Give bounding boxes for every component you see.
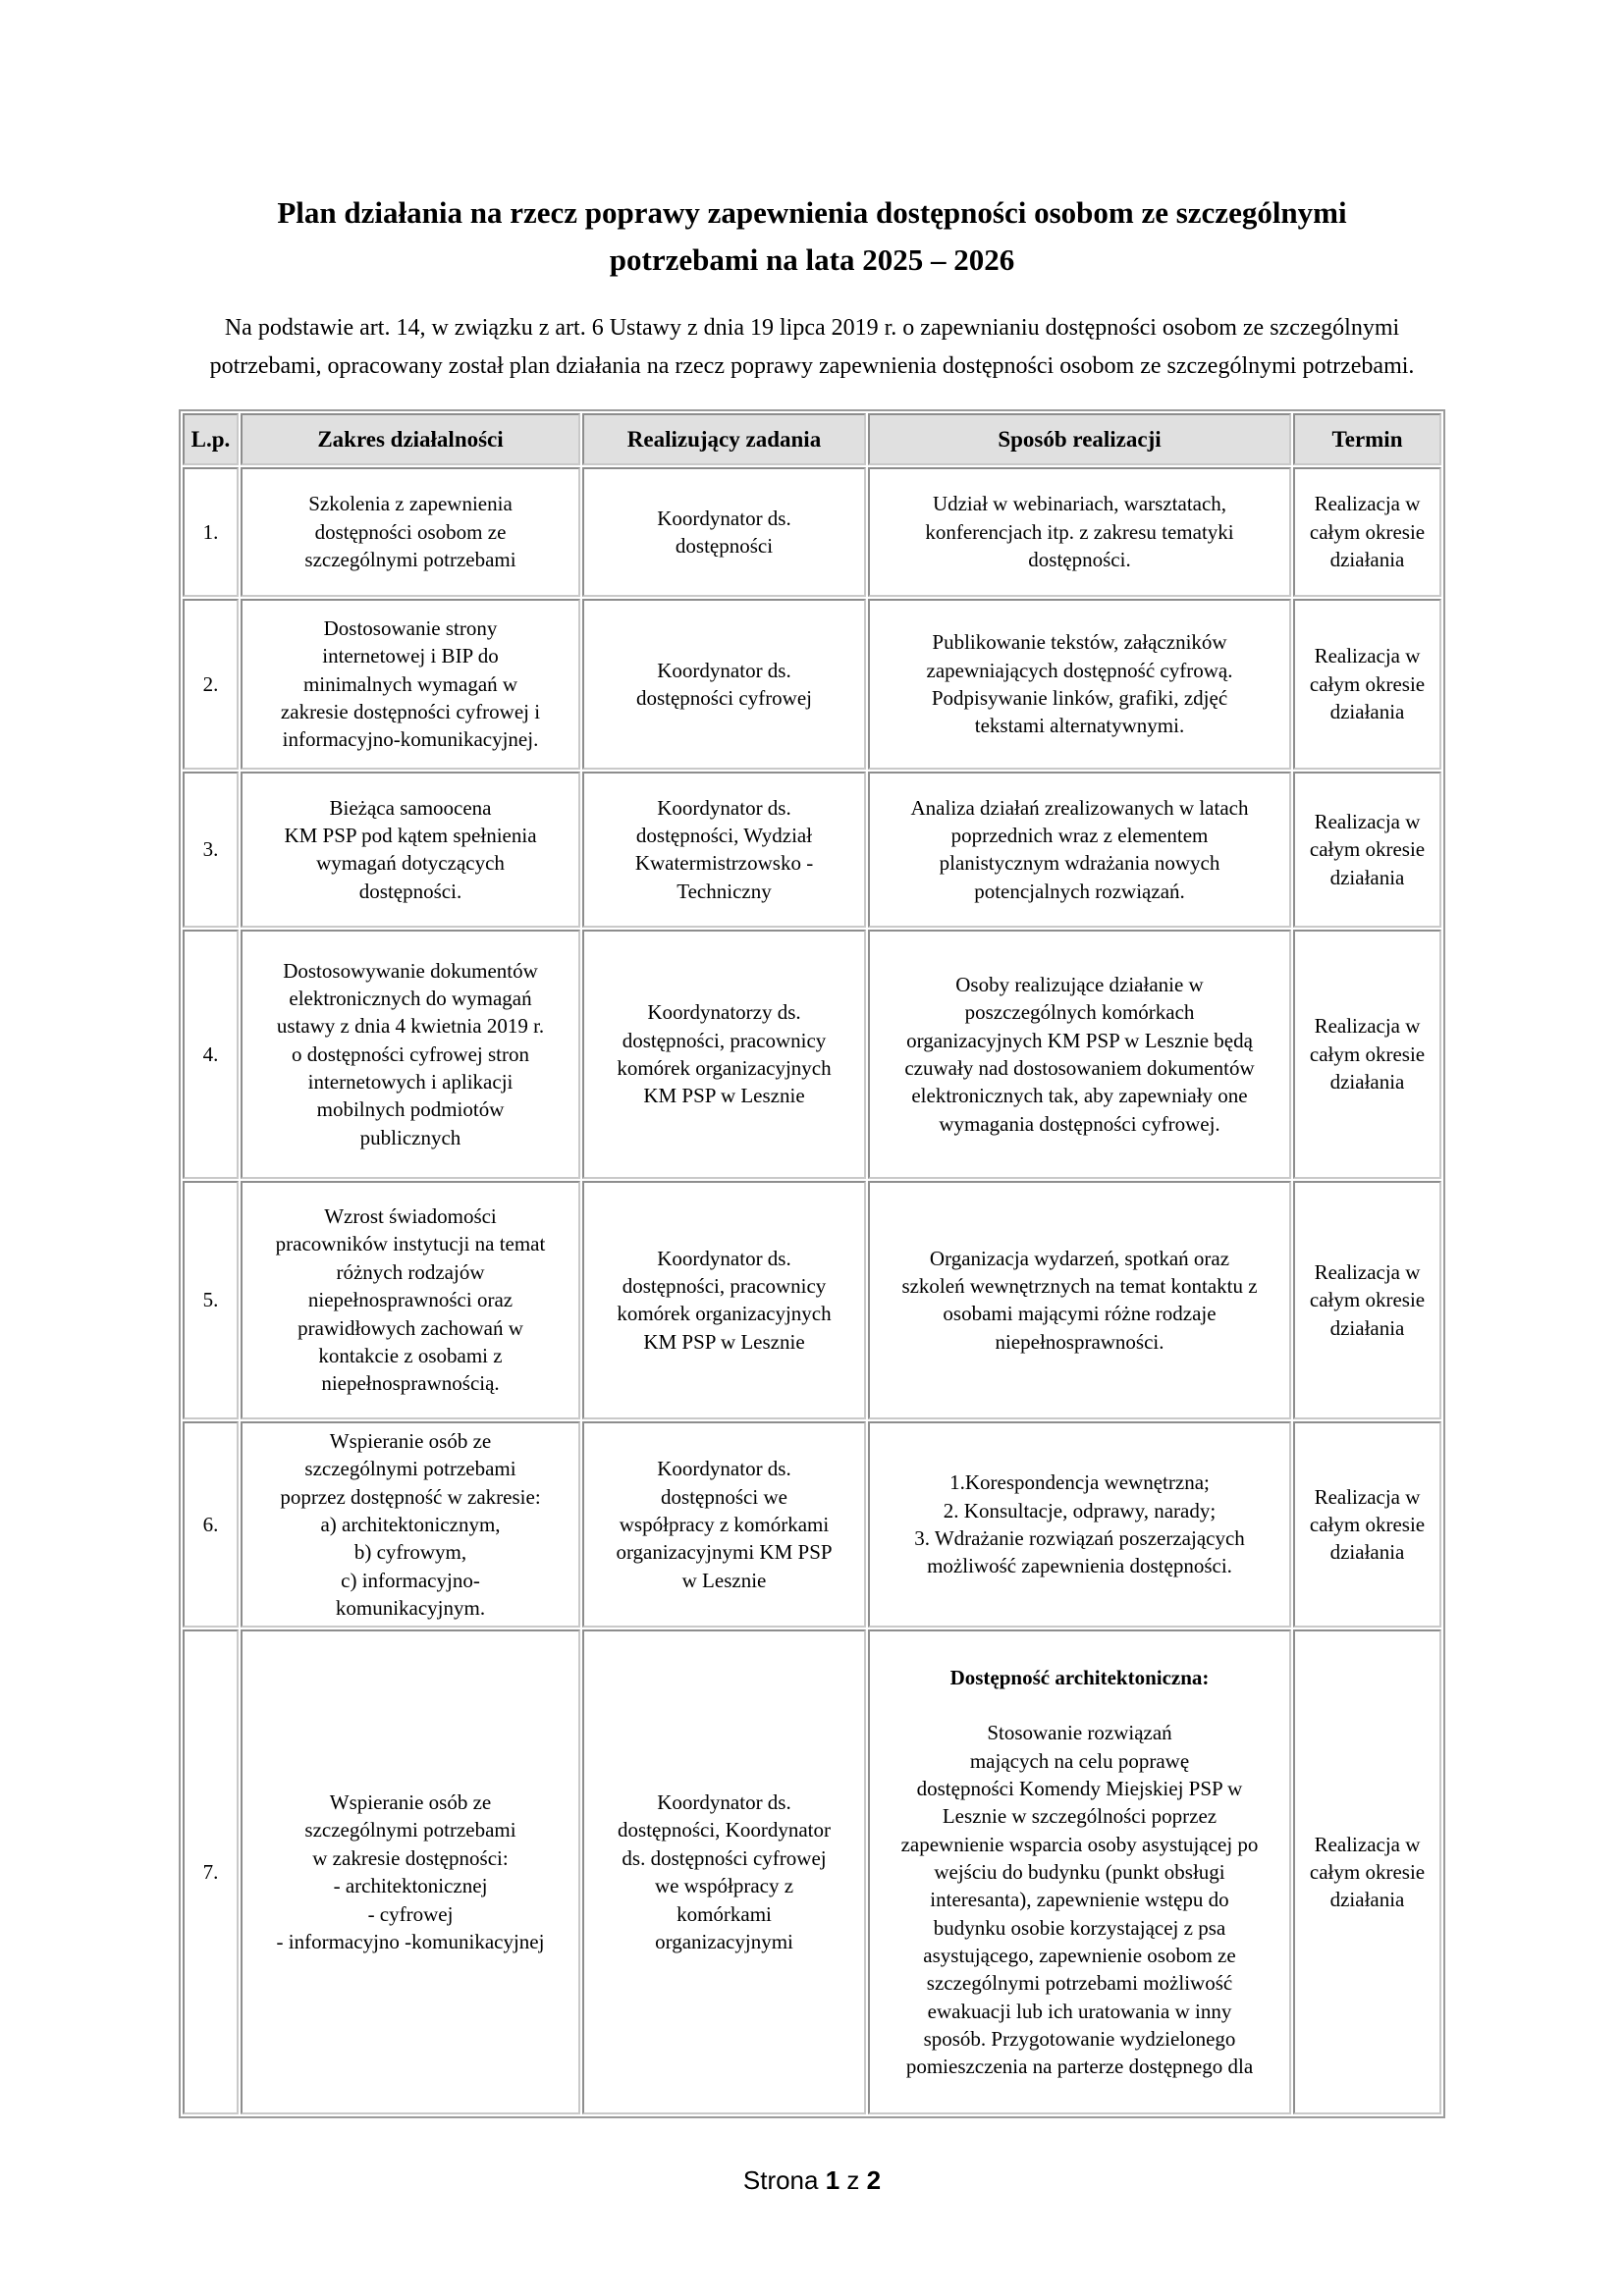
table-row [183, 930, 1441, 1179]
table-row [183, 599, 1441, 770]
cell-realizujacy: Koordynator ds. dostępności, Wydział Kwatermistrzowsko - Techniczny [582, 772, 866, 928]
cell-sposob: Osoby realizujące działanie w poszczególnych komórkach organizacyjnych KM PSP w Lesznie będą czuwały nad dostosowaniem dokumentów elektronicznych tak, aby zapewniały one wymagania dostępności cyfrowej. [868, 930, 1291, 1179]
footer-separator: z [846, 2165, 860, 2196]
table-row [183, 772, 1441, 928]
cell-zakres: Dostosowanie strony internetowej i BIP do minimalnych wymagań w zakresie dostępności cyfrowej i informacyjno-komunikacyjnej. [241, 599, 580, 770]
cell-termin: Realizacja w całym okresie działania [1293, 1629, 1441, 2114]
page-footer [0, 2165, 1624, 2196]
table-row [183, 467, 1441, 597]
footer-label: Strona [742, 2165, 819, 2196]
table-row [183, 1181, 1441, 1419]
cell-realizujacy: Koordynator ds. dostępności, pracownicy komórek organizacyjnych KM PSP w Lesznie [582, 1181, 866, 1419]
column-header-realizujacy: Realizujący zadania [582, 413, 866, 465]
cell-termin: Realizacja w całym okresie działania [1293, 930, 1441, 1179]
cell-zakres: Wspieranie osób ze szczególnymi potrzebami w zakresie dostępności: - architektonicznej - cyfrowej - informacyjno -komunikacyjnej [241, 1629, 580, 2114]
column-header-sposob: Sposób realizacji [868, 413, 1291, 465]
table-row [183, 1629, 1441, 2114]
cell-zakres: Szkolenia z zapewnienia dostępności osobom ze szczególnymi potrzebami [241, 467, 580, 597]
cell-sposob: 1.Korespondencja wewnętrzna; 2. Konsultacje, odprawy, narady; 3. Wdrażanie rozwiązań poszerzających możliwość zapewnienia dostępności. [868, 1421, 1291, 1628]
cell-lp: 6. [183, 1421, 239, 1628]
cell-realizujacy: Koordynator ds. dostępności cyfrowej [582, 599, 866, 770]
cell-lp: 7. [183, 1629, 239, 2114]
column-header-zakres: Zakres działalności [241, 413, 580, 465]
intro-paragraph: Na podstawie art. 14, w związku z art. 6 Ustawy z dnia 19 lipca 2019 r. o zapewnianiu dostępności osobom ze szczególnymi potrzebami, opracowany został plan działania na rzecz poprawy zapewnienia dostępności osobom ze szczególnymi potrzebami. [209, 315, 1415, 379]
cell-sposob: Organizacja wydarzeń, spotkań oraz szkoleń wewnętrznych na temat kontaktu z osobami mającymi różne rodzaje niepełnosprawności. [868, 1181, 1291, 1419]
column-header-termin: Termin [1293, 413, 1441, 465]
cell-zakres: Bieżąca samoocena KM PSP pod kątem spełnienia wymagań dotyczących dostępności. [241, 772, 580, 928]
cell-realizujacy: Koordynator ds. dostępności, Koordynator ds. dostępności cyfrowej we współpracy z komórkami organizacyjnymi [582, 1629, 866, 2114]
sposob-body: Stosowanie rozwiązań mających na celu poprawę dostępności Komendy Miejskiej PSP w Lesznie w szczególności poprzez zapewnienie wsparcia osoby asystującej po wejściu do budynku (punkt obsługi interesanta), zapewnienie wstępu do budynku osobie korzystającej z psa asystującego, zapewnienie osobom ze szczególnymi potrzebami możliwość ewakuacji lub ich uratowania w inny sposób. Przygotowanie wydzielonego pomieszczenia na parterze dostępnego dla [900, 1721, 1259, 2079]
cell-lp: 3. [183, 772, 239, 928]
cell-zakres: Wzrost świadomości pracowników instytucji na temat różnych rodzajów niepełnosprawności oraz prawidłowych zachowań w kontakcie z osobami z niepełnosprawnością. [241, 1181, 580, 1419]
cell-zakres: Wspieranie osób ze szczególnymi potrzebami poprzez dostępność w zakresie: a) architektonicznym, b) cyfrowym, c) informacyjno- komunikacyjnym. [241, 1421, 580, 1628]
cell-zakres: Dostosowywanie dokumentów elektronicznych do wymagań ustawy z dnia 4 kwietnia 2019 r. o dostępności cyfrowej stron internetowych i aplikacji mobilnych podmiotów publicznych [241, 930, 580, 1179]
table-row [183, 1421, 1441, 1628]
cell-lp: 4. [183, 930, 239, 1179]
cell-termin: Realizacja w całym okresie działania [1293, 599, 1441, 770]
footer-total-pages: 2 [866, 2165, 882, 2196]
cell-sposob: Analiza działań zrealizowanych w latach poprzednich wraz z elementem planistycznym wdrażania nowych potencjalnych rozwiązań. [868, 772, 1291, 928]
cell-lp: 1. [183, 467, 239, 597]
cell-lp: 5. [183, 1181, 239, 1419]
footer-page-number: 1 [825, 2165, 840, 2196]
cell-termin: Realizacja w całym okresie działania [1293, 467, 1441, 597]
page-title: Plan działania na rzecz poprawy zapewnienia dostępności osobom ze szczególnymi potrzebami na lata 2025 – 2026 [277, 195, 1347, 278]
cell-sposob [868, 1629, 1291, 2114]
cell-lp: 2. [183, 599, 239, 770]
cell-termin: Realizacja w całym okresie działania [1293, 772, 1441, 928]
sposob-heading: Dostępność architektoniczna: [949, 1665, 1210, 1689]
table-header-row [183, 413, 1441, 465]
cell-sposob: Udział w webinariach, warsztatach, konferencjach itp. z zakresu tematyki dostępności. [868, 467, 1291, 597]
cell-realizujacy: Koordynator ds. dostępności [582, 467, 866, 597]
cell-sposob: Publikowanie tekstów, załączników zapewniających dostępność cyfrową. Podpisywanie linków, grafiki, zdjęć tekstami alternatywnymi. [868, 599, 1291, 770]
column-header-lp: L.p. [183, 413, 239, 465]
plan-table [179, 409, 1445, 2118]
cell-realizujacy: Koordynator ds. dostępności we współpracy z komórkami organizacyjnymi KM PSP w Lesznie [582, 1421, 866, 1628]
cell-realizujacy: Koordynatorzy ds. dostępności, pracownicy komórek organizacyjnych KM PSP w Lesznie [582, 930, 866, 1179]
cell-termin: Realizacja w całym okresie działania [1293, 1181, 1441, 1419]
cell-termin: Realizacja w całym okresie działania [1293, 1421, 1441, 1628]
